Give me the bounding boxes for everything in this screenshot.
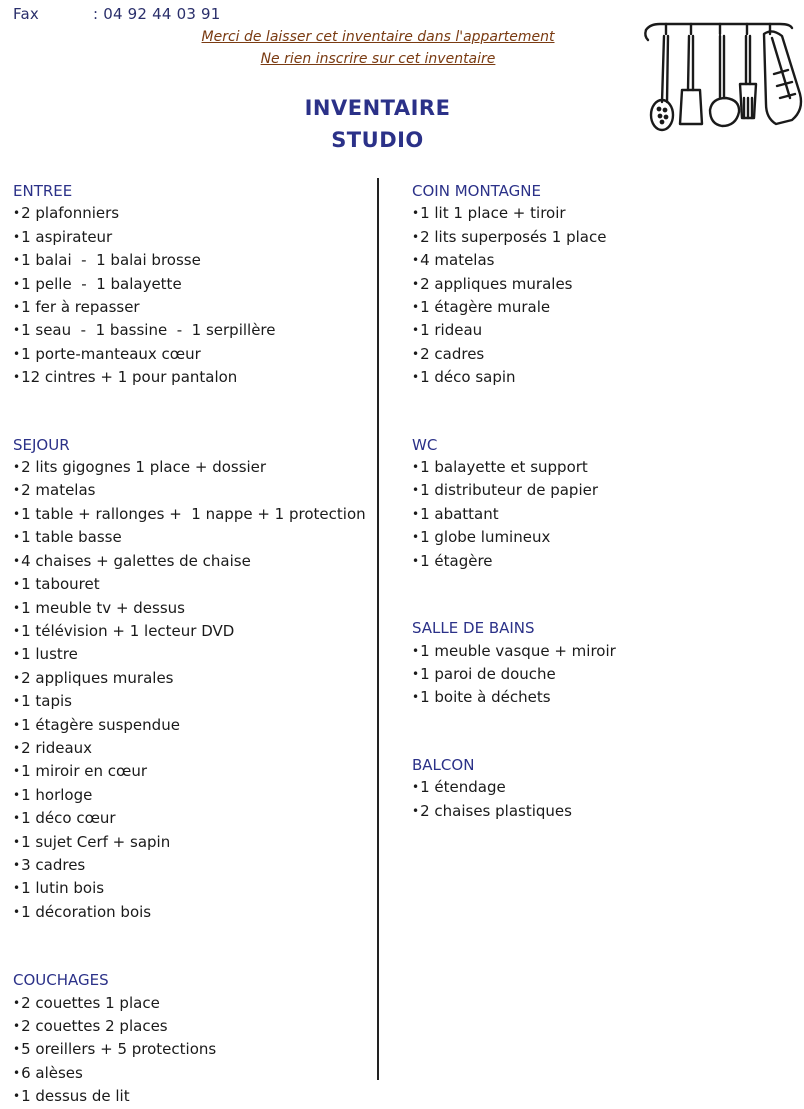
list-item: • 1 fer à repasser [13,296,366,319]
list-item: • 1 abattant [412,503,616,526]
list-item: • 1 distributeur de papier [412,479,616,502]
list-item: • 1 balayette et support [412,456,616,479]
list-item: • 1 étagère suspendue [13,714,366,737]
list-item: • 1 lutin bois [13,877,366,900]
section-title: COUCHAGES [13,971,109,990]
list-item: • 1 tabouret [13,573,366,596]
section-title: BALCON [412,755,475,774]
kitchen-utensils-icon [640,14,804,138]
list-item: • 1 décoration bois [13,901,366,924]
list-item: • 1 déco sapin [412,366,616,389]
list-item: • 1 balai - 1 balai brosse [13,249,366,272]
notice-do-not-write: Ne rien inscrire sur cet inventaire [260,51,496,67]
section-title: ENTREE [13,182,73,200]
section-couchages [13,969,366,1108]
section-wc [412,434,616,573]
list-item: • 5 oreillers + 5 protections [13,1038,366,1061]
list-item: • 1 meuble vasque + miroir [412,640,616,663]
section-title: SEJOUR [13,435,70,454]
item-list [412,456,616,573]
list-item: • 1 globe lumineux [412,526,616,549]
fax-line [13,5,221,23]
item-list [412,640,616,710]
list-item: • 4 chaises + galettes de chaise [13,550,366,573]
fax-label: Fax [13,5,39,23]
list-item: • 1 tapis [13,690,366,713]
list-item: • 1 meuble tv + dessus [13,597,366,620]
section-title: COIN MONTAGNE [412,182,541,200]
list-item: • 1 rideau [412,319,616,342]
section-coin-montagne [412,180,616,390]
list-item: • 4 matelas [412,249,616,272]
list-item: • 2 appliques murales [412,273,616,296]
notice-leave-inventory: Merci de laisser cet inventaire dans l'appartement [201,29,555,45]
list-item: • 1 étagère murale [412,296,616,319]
left-column [13,180,366,1109]
list-item: • 1 lustre [13,643,366,666]
list-item: • 1 horloge [13,784,366,807]
list-item: • 1 déco cœur [13,807,366,830]
section-title: SALLE DE BAINS [412,619,535,638]
item-list [13,456,366,924]
list-item: • 1 télévision + 1 lecteur DVD [13,620,366,643]
section-balcon [412,754,616,823]
list-item: • 2 matelas [13,479,366,502]
page-title: INVENTAIRE [304,96,451,120]
list-item: • 2 couettes 2 places [13,1015,366,1038]
list-item: • 1 étagère [412,550,616,573]
list-item: • 3 cadres [13,854,366,877]
list-item: • 1 miroir en cœur [13,760,366,783]
list-item: • 2 plafonniers [13,202,366,225]
list-item: • 2 rideaux [13,737,366,760]
list-item: • 2 couettes 1 place [13,992,366,1015]
item-list [412,202,616,389]
item-list [13,202,366,389]
list-item: • 2 appliques murales [13,667,366,690]
list-item: • 1 boite à déchets [412,686,616,709]
list-item: • 2 cadres [412,343,616,366]
list-item: • 1 sujet Cerf + sapin [13,831,366,854]
section-title: WC [412,435,438,454]
page-subtitle: STUDIO [331,128,424,152]
list-item: • 2 chaises plastiques [412,800,616,823]
column-divider [377,178,379,1080]
list-item: • 1 seau - 1 bassine - 1 serpillère [13,319,366,342]
right-column [412,180,616,823]
list-item: • 1 lit 1 place + tiroir [412,202,616,225]
list-item: • 1 aspirateur [13,226,366,249]
list-item: • 1 table basse [13,526,366,549]
section-salle-de-bains [412,617,616,710]
list-item: • 12 cintres + 1 pour pantalon [13,366,366,389]
list-item: • 1 étendage [412,776,616,799]
fax-number: : 04 92 44 03 91 [93,5,221,23]
section-sejour [13,434,366,925]
list-item: • 1 paroi de douche [412,663,616,686]
item-list [13,992,366,1109]
list-item: • 2 lits superposés 1 place [412,226,616,249]
list-item: • 1 porte-manteaux cœur [13,343,366,366]
list-item: • 1 pelle - 1 balayette [13,273,366,296]
item-list [412,776,616,823]
list-item: • 6 alèses [13,1062,366,1085]
list-item: • 1 dessus de lit [13,1085,366,1108]
list-item: • 2 lits gigognes 1 place + dossier [13,456,366,479]
list-item: • 1 table + rallonges + 1 nappe + 1 protection [13,503,366,526]
section-entree [13,180,366,390]
